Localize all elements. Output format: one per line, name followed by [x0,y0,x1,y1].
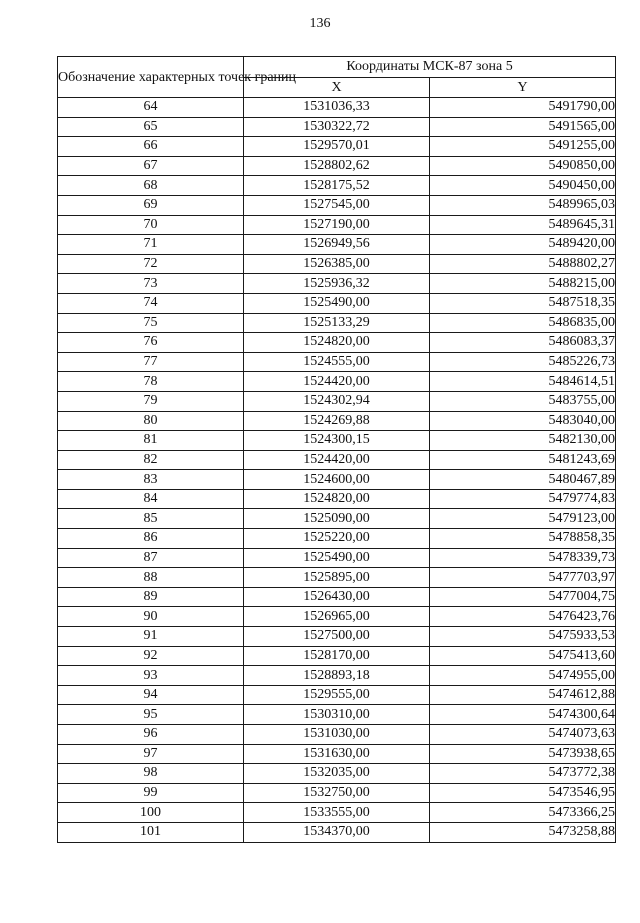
point-cell: 85 [58,509,244,529]
y-coordinate-cell: 5480467,89 [430,470,616,490]
y-coordinate-cell: 5479774,83 [430,489,616,509]
table-row [58,666,616,686]
table-row [58,274,616,294]
y-coordinate-cell: 5483040,00 [430,411,616,431]
x-coordinate-cell: 1524300,15 [244,431,430,451]
table-row [58,568,616,588]
x-coordinate-cell: 1531630,00 [244,744,430,764]
x-coordinate-cell: 1524302,94 [244,391,430,411]
table-row [58,98,616,118]
y-coordinate-cell: 5486083,37 [430,333,616,353]
y-coordinate-cell: 5490450,00 [430,176,616,196]
table-row [58,333,616,353]
x-coordinate-cell: 1524269,88 [244,411,430,431]
table-row [58,235,616,255]
table-row [58,137,616,157]
y-coordinate-cell: 5477004,75 [430,587,616,607]
point-cell: 87 [58,548,244,568]
point-cell: 100 [58,803,244,823]
table-row [58,685,616,705]
y-coordinate-cell: 5485226,73 [430,352,616,372]
y-coordinate-cell: 5474612,88 [430,685,616,705]
point-cell: 64 [58,98,244,118]
x-coordinate-cell: 1524600,00 [244,470,430,490]
table-row [58,391,616,411]
point-cell: 68 [58,176,244,196]
table-row [58,705,616,725]
point-cell: 98 [58,764,244,784]
table-row [58,803,616,823]
header-x: X [244,78,430,98]
x-coordinate-cell: 1527545,00 [244,195,430,215]
x-coordinate-cell: 1525220,00 [244,529,430,549]
x-coordinate-cell: 1524420,00 [244,450,430,470]
table-row [58,725,616,745]
x-coordinate-cell: 1524820,00 [244,333,430,353]
table-row [58,372,616,392]
y-coordinate-cell: 5481243,69 [430,450,616,470]
table-row [58,489,616,509]
table-row [58,822,616,842]
header-y: Y [430,78,616,98]
x-coordinate-cell: 1526949,56 [244,235,430,255]
y-coordinate-cell: 5488802,27 [430,254,616,274]
point-cell: 84 [58,489,244,509]
table-row [58,646,616,666]
table-row [58,431,616,451]
y-coordinate-cell: 5483755,00 [430,391,616,411]
x-coordinate-cell: 1525936,32 [244,274,430,294]
x-coordinate-cell: 1524420,00 [244,372,430,392]
y-coordinate-cell: 5479123,00 [430,509,616,529]
x-coordinate-cell: 1534370,00 [244,822,430,842]
y-coordinate-cell: 5473366,25 [430,803,616,823]
point-cell: 79 [58,391,244,411]
y-coordinate-cell: 5482130,00 [430,431,616,451]
point-cell: 94 [58,685,244,705]
y-coordinate-cell: 5473772,38 [430,764,616,784]
y-coordinate-cell: 5475413,60 [430,646,616,666]
table-row [58,548,616,568]
point-cell: 70 [58,215,244,235]
y-coordinate-cell: 5491565,00 [430,117,616,137]
y-coordinate-cell: 5473546,95 [430,783,616,803]
point-cell: 71 [58,235,244,255]
y-coordinate-cell: 5488215,00 [430,274,616,294]
x-coordinate-cell: 1531036,33 [244,98,430,118]
table-row [58,117,616,137]
x-coordinate-cell: 1528802,62 [244,156,430,176]
y-coordinate-cell: 5489645,31 [430,215,616,235]
x-coordinate-cell: 1528170,00 [244,646,430,666]
point-cell: 74 [58,293,244,313]
point-cell: 82 [58,450,244,470]
table-row [58,764,616,784]
point-cell: 81 [58,431,244,451]
y-coordinate-cell: 5475933,53 [430,627,616,647]
point-cell: 65 [58,117,244,137]
point-cell: 99 [58,783,244,803]
x-coordinate-cell: 1525133,29 [244,313,430,333]
point-cell: 69 [58,195,244,215]
x-coordinate-cell: 1525490,00 [244,293,430,313]
x-coordinate-cell: 1525895,00 [244,568,430,588]
x-coordinate-cell: 1527500,00 [244,627,430,647]
table-row [58,783,616,803]
point-cell: 101 [58,822,244,842]
table-row [58,744,616,764]
point-cell: 67 [58,156,244,176]
point-cell: 78 [58,372,244,392]
x-coordinate-cell: 1524555,00 [244,352,430,372]
x-coordinate-cell: 1526430,00 [244,587,430,607]
point-cell: 76 [58,333,244,353]
x-coordinate-cell: 1525490,00 [244,548,430,568]
point-cell: 90 [58,607,244,627]
table-row [58,450,616,470]
header-point-designation: Обозначение характерных точек границ [58,57,244,98]
point-cell: 88 [58,568,244,588]
point-cell: 66 [58,137,244,157]
table-row [58,293,616,313]
coordinates-table [57,56,616,843]
y-coordinate-cell: 5489965,03 [430,195,616,215]
point-cell: 95 [58,705,244,725]
point-cell: 77 [58,352,244,372]
y-coordinate-cell: 5473938,65 [430,744,616,764]
x-coordinate-cell: 1528175,52 [244,176,430,196]
x-coordinate-cell: 1524820,00 [244,489,430,509]
y-coordinate-cell: 5476423,76 [430,607,616,627]
point-cell: 89 [58,587,244,607]
y-coordinate-cell: 5490850,00 [430,156,616,176]
table-body [58,98,616,843]
point-cell: 97 [58,744,244,764]
x-coordinate-cell: 1527190,00 [244,215,430,235]
x-coordinate-cell: 1532035,00 [244,764,430,784]
table-header [58,57,616,98]
point-cell: 86 [58,529,244,549]
table-row [58,352,616,372]
table-row [58,627,616,647]
point-cell: 83 [58,470,244,490]
table-row [58,254,616,274]
point-cell: 80 [58,411,244,431]
x-coordinate-cell: 1531030,00 [244,725,430,745]
point-cell: 96 [58,725,244,745]
table-row [58,607,616,627]
y-coordinate-cell: 5477703,97 [430,568,616,588]
point-cell: 93 [58,666,244,686]
point-cell: 72 [58,254,244,274]
table-row [58,470,616,490]
y-coordinate-cell: 5489420,00 [430,235,616,255]
table-row [58,587,616,607]
table-row [58,156,616,176]
point-cell: 91 [58,627,244,647]
header-coordinates: Координаты МСК-87 зона 5 [244,57,616,78]
y-coordinate-cell: 5491790,00 [430,98,616,118]
y-coordinate-cell: 5473258,88 [430,822,616,842]
table-row [58,215,616,235]
x-coordinate-cell: 1526965,00 [244,607,430,627]
y-coordinate-cell: 5486835,00 [430,313,616,333]
y-coordinate-cell: 5474300,64 [430,705,616,725]
x-coordinate-cell: 1530310,00 [244,705,430,725]
table-row [58,509,616,529]
x-coordinate-cell: 1529570,01 [244,137,430,157]
y-coordinate-cell: 5474955,00 [430,666,616,686]
x-coordinate-cell: 1533555,00 [244,803,430,823]
table-row [58,313,616,333]
x-coordinate-cell: 1526385,00 [244,254,430,274]
y-coordinate-cell: 5484614,51 [430,372,616,392]
table-row [58,529,616,549]
y-coordinate-cell: 5491255,00 [430,137,616,157]
table-row [58,411,616,431]
y-coordinate-cell: 5487518,35 [430,293,616,313]
point-cell: 73 [58,274,244,294]
point-cell: 75 [58,313,244,333]
table-row [58,195,616,215]
y-coordinate-cell: 5478858,35 [430,529,616,549]
x-coordinate-cell: 1528893,18 [244,666,430,686]
y-coordinate-cell: 5478339,73 [430,548,616,568]
x-coordinate-cell: 1530322,72 [244,117,430,137]
x-coordinate-cell: 1529555,00 [244,685,430,705]
page-number: 136 [309,16,331,31]
y-coordinate-cell: 5474073,63 [430,725,616,745]
point-cell: 92 [58,646,244,666]
x-coordinate-cell: 1532750,00 [244,783,430,803]
x-coordinate-cell: 1525090,00 [244,509,430,529]
table-row [58,176,616,196]
